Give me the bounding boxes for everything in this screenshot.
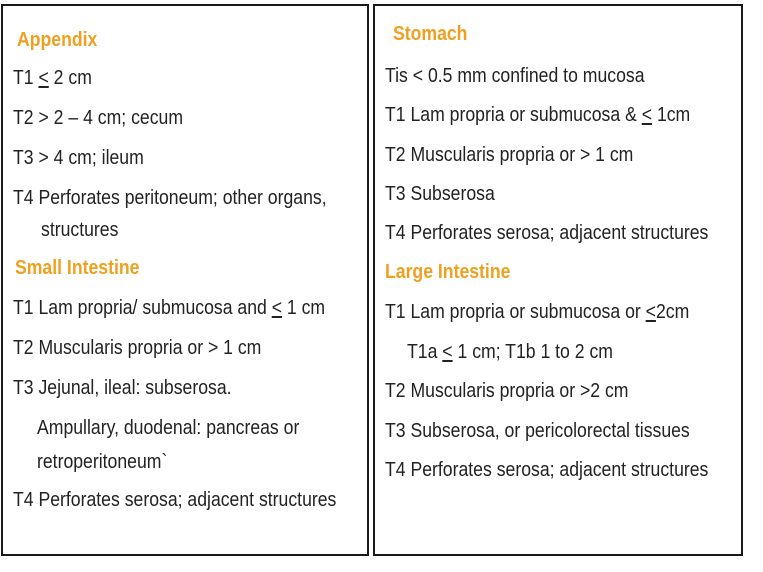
- small-intestine-t1-value: 1 cm: [282, 296, 326, 319]
- appendix-t1-symbol: <: [38, 66, 49, 89]
- large-intestine-t1-sub: [407, 340, 613, 364]
- small-intestine-t4: T4 Perforates serosa; adjacent structures: [13, 488, 337, 511]
- appendix-t2: T2 > 2 – 4 cm; cecum: [13, 106, 184, 129]
- appendix-t4-cont: structures: [41, 218, 119, 241]
- appendix-t4: T4 Perforates peritoneum; other organs,: [13, 186, 327, 209]
- small-intestine-t2: T2 Muscularis propria or > 1 cm: [13, 336, 262, 359]
- appendix-t3: T3 > 4 cm; ileum: [13, 146, 144, 169]
- large-intestine-t1-symbol: <: [645, 300, 656, 323]
- small-intestine-t1-symbol: <: [271, 296, 283, 319]
- small-intestine-t1-label: T1 Lam propria/ submucosa and: [13, 296, 272, 319]
- large-intestine-t1: [385, 300, 689, 324]
- appendix-t1: [13, 66, 92, 90]
- stomach-heading: Stomach: [393, 22, 468, 45]
- stomach-tis: Tis < 0.5 mm confined to mucosa: [385, 64, 645, 87]
- small-intestine-t3-cont2: retroperitoneum`: [37, 450, 168, 473]
- appendix-heading: Appendix: [17, 28, 98, 51]
- large-intestine-t2: T2 Muscularis propria or >2 cm: [385, 379, 629, 402]
- large-intestine-t1-label: T1 Lam propria or submucosa or: [385, 300, 646, 323]
- small-intestine-t3-cont1: Ampullary, duodenal: pancreas or: [37, 416, 300, 439]
- stomach-t3: T3 Subserosa: [385, 182, 495, 205]
- large-intestine-t1a-symbol: <: [442, 340, 453, 363]
- large-intestine-heading: Large Intestine: [385, 260, 511, 283]
- right-panel: [373, 4, 743, 556]
- large-intestine-t1a-value: 1 cm; T1b 1 to 2 cm: [452, 340, 613, 363]
- appendix-t1-value: 2 cm: [48, 66, 92, 89]
- small-intestine-t3: T3 Jejunal, ileal: subserosa.: [13, 376, 232, 399]
- left-panel: [1, 4, 369, 556]
- stomach-t2: T2 Muscularis propria or > 1 cm: [385, 143, 634, 166]
- small-intestine-heading: Small Intestine: [15, 256, 140, 279]
- large-intestine-t4: T4 Perforates serosa; adjacent structures: [385, 458, 709, 481]
- stomach-t1-value: 1cm: [652, 103, 691, 126]
- appendix-t1-label: T1: [13, 66, 39, 89]
- small-intestine-t1: [13, 296, 325, 320]
- large-intestine-t1-value: 2cm: [655, 300, 690, 323]
- stomach-t1: [385, 103, 690, 127]
- stomach-t1-symbol: <: [641, 103, 653, 126]
- stomach-t4: T4 Perforates serosa; adjacent structures: [385, 221, 709, 244]
- stomach-t1-label: T1 Lam propria or submucosa &: [385, 103, 642, 126]
- large-intestine-t1a-label: T1a: [407, 340, 443, 363]
- large-intestine-t3: T3 Subserosa, or pericolorectal tissues: [385, 419, 690, 442]
